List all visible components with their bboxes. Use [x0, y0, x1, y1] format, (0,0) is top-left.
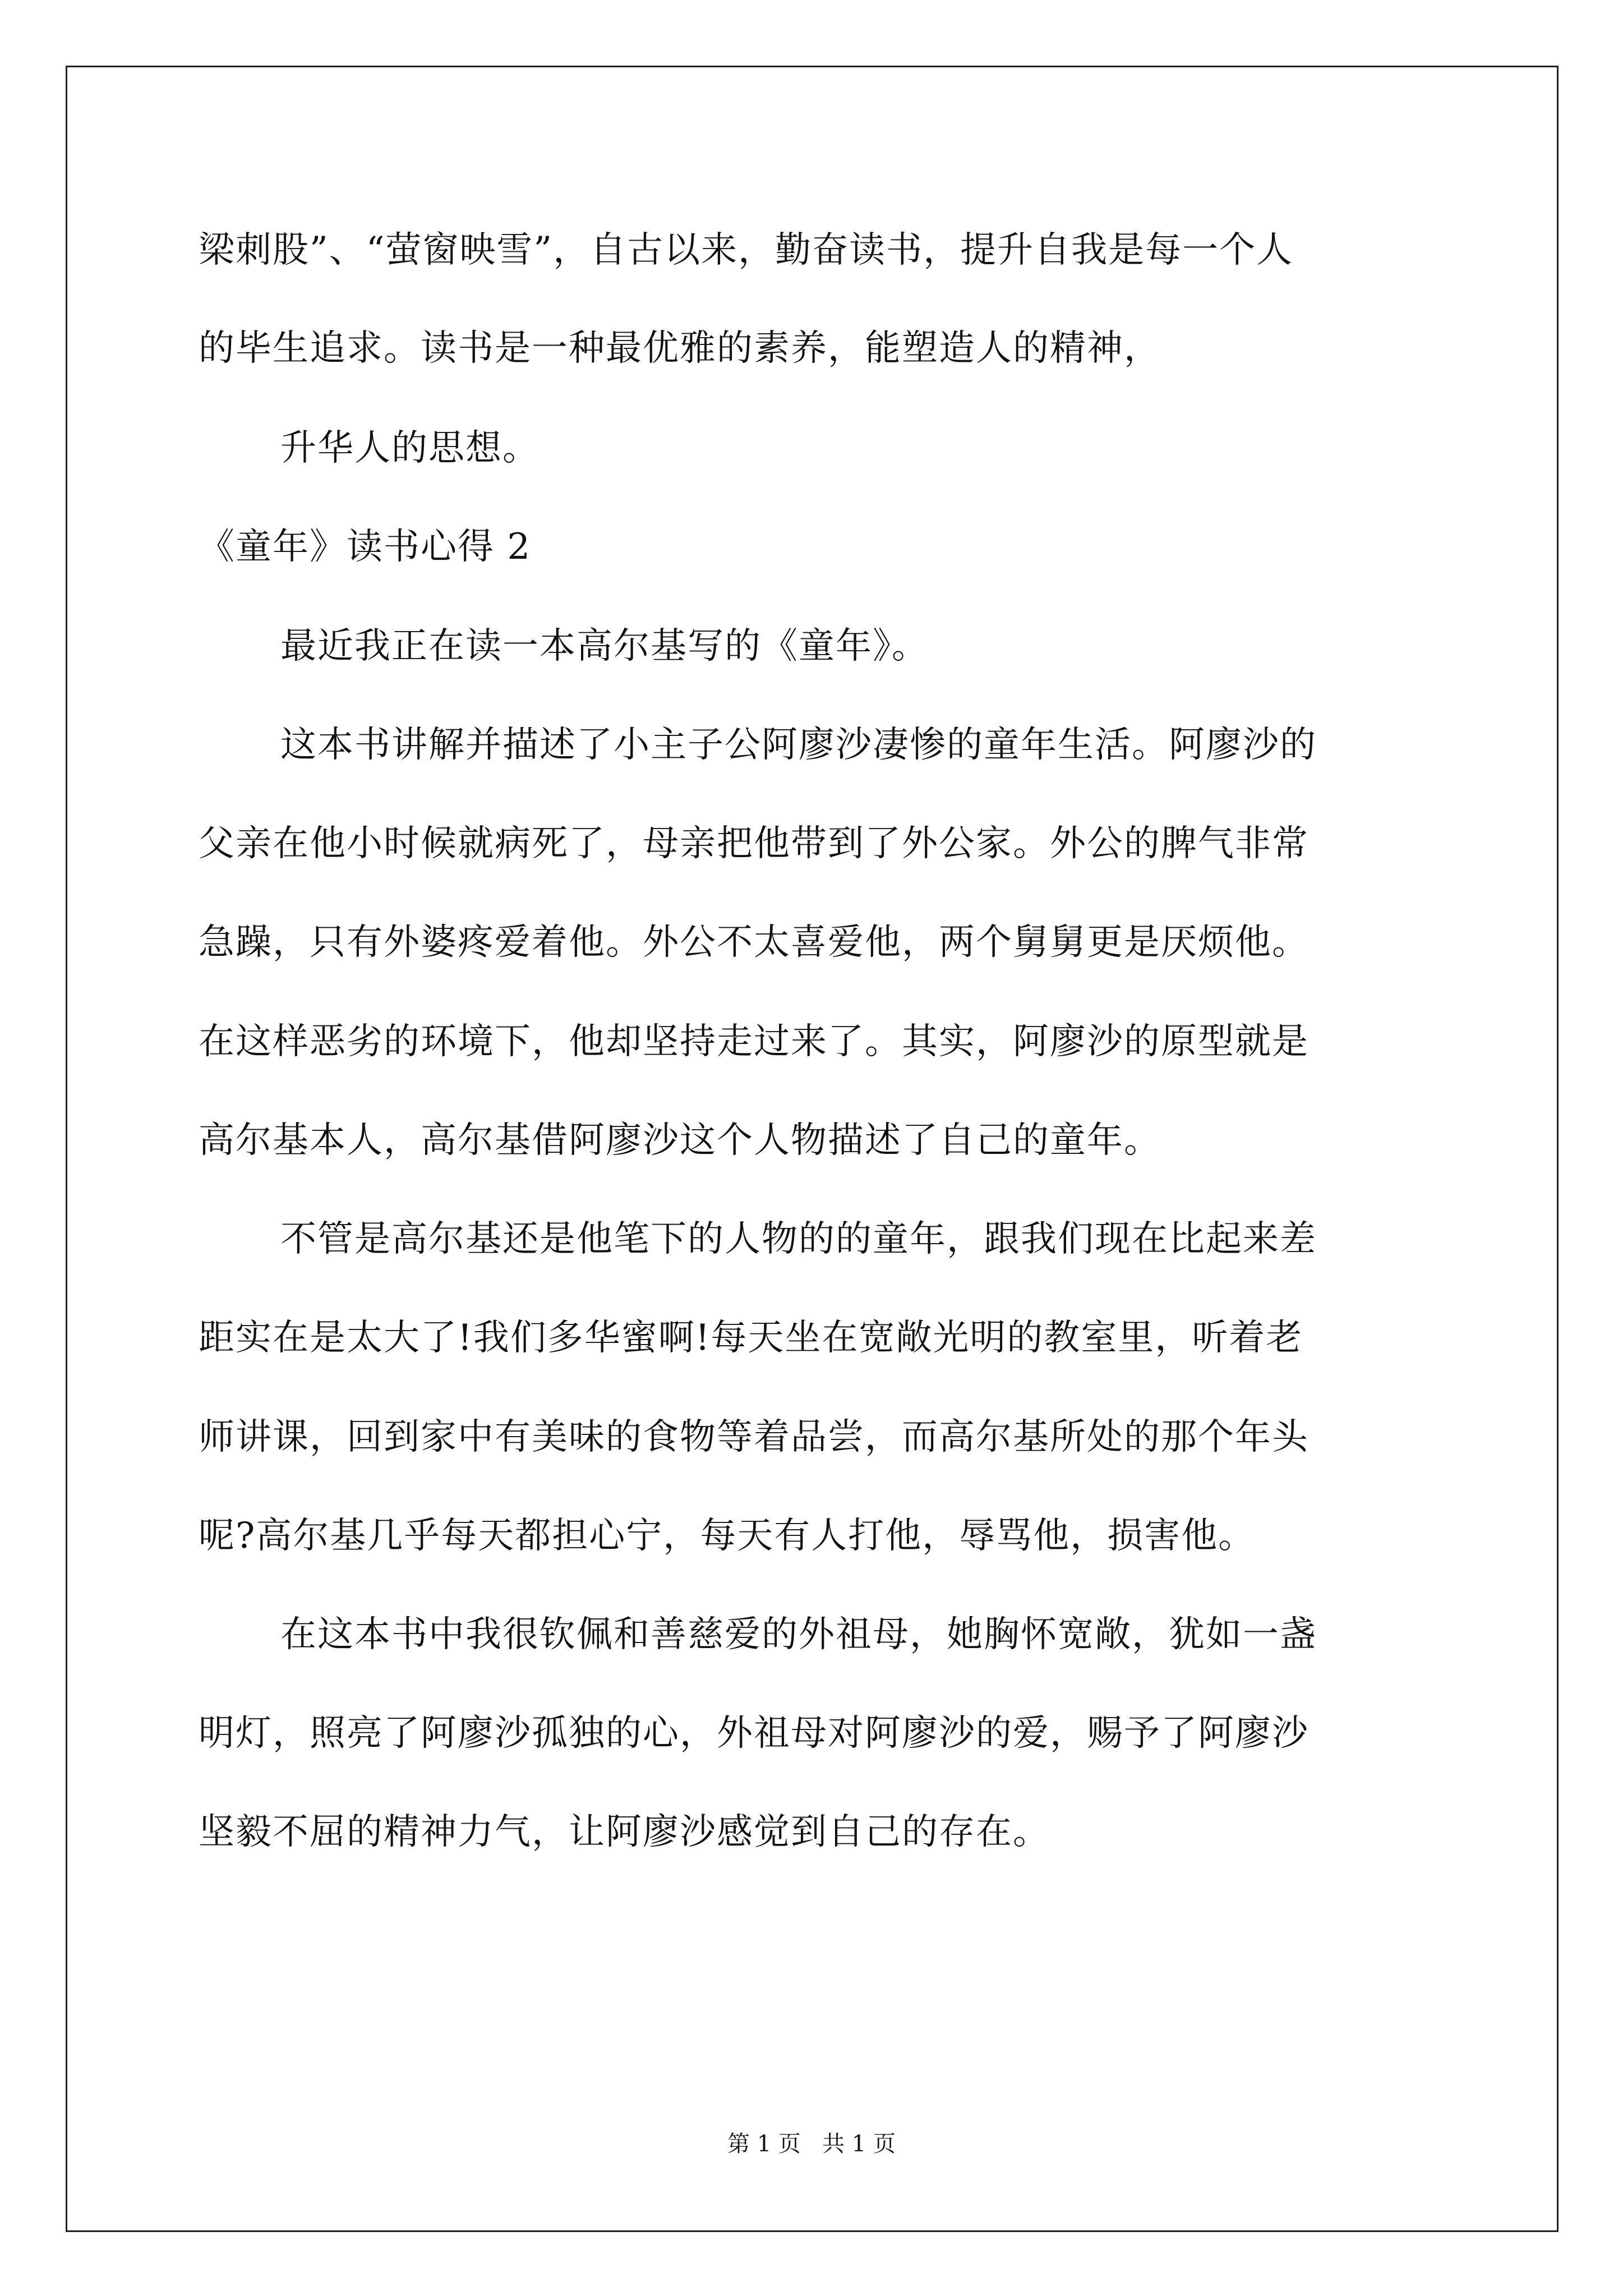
text-line: 升华人的思想。: [280, 427, 540, 469]
text-line: 最近我正在读一本高尔基写的《童年》。: [280, 625, 929, 667]
text-line: 高尔基本人，高尔基借阿廖沙这个人物描述了自己的童年。: [199, 1120, 1161, 1161]
text-line: 坚毅不屈的精神力气，让阿廖沙感觉到自己的存在。: [199, 1811, 1050, 1853]
text-line: 距实在是太大了!我们多华蜜啊!每天坐在宽敞光明的教室里，听着老: [199, 1317, 1303, 1359]
text-line: 明灯，照亮了阿廖沙孤独的心，外祖母对阿廖沙的爱，赐予了阿廖沙: [199, 1713, 1309, 1754]
text-line: 不管是高尔基还是他笔下的人物的的童年，跟我们现在比起来差: [280, 1218, 1317, 1260]
text-line: 急躁，只有外婆疼爱着他。外公不太喜爱他，两个舅舅更是厌烦他。: [199, 922, 1309, 963]
text-line: 梁刺股”、“萤窗映雪”，自古以来，勤奋读书，提升自我是每一个人: [199, 229, 1294, 271]
text-line: 的毕生追求。读书是一种最优雅的素养，能塑造人的精神，: [199, 328, 1161, 369]
text-line: 在这本书中我很钦佩和善慈爱的外祖母，她胸怀宽敞，犹如一盏: [280, 1614, 1317, 1655]
text-line: 这本书讲解并描述了小主子公阿廖沙凄惨的童年生活。阿廖沙的: [280, 724, 1317, 766]
section-heading: 《童年》读书心得 2: [199, 526, 532, 568]
text-line: 呢?高尔基几乎每天都担心宁，每天有人打他，辱骂他，损害他。: [199, 1515, 1256, 1557]
page-footer: 第 1 页 共 1 页: [727, 2131, 896, 2157]
text-line: 父亲在他小时候就病死了，母亲把他带到了外公家。外公的脾气非常: [199, 823, 1309, 864]
text-line: 师讲课，回到家中有美味的食物等着品尝，而高尔基所处的那个年头: [199, 1416, 1309, 1458]
text-line: 在这样恶劣的环境下，他却坚持走过来了。其实，阿廖沙的原型就是: [199, 1021, 1309, 1062]
